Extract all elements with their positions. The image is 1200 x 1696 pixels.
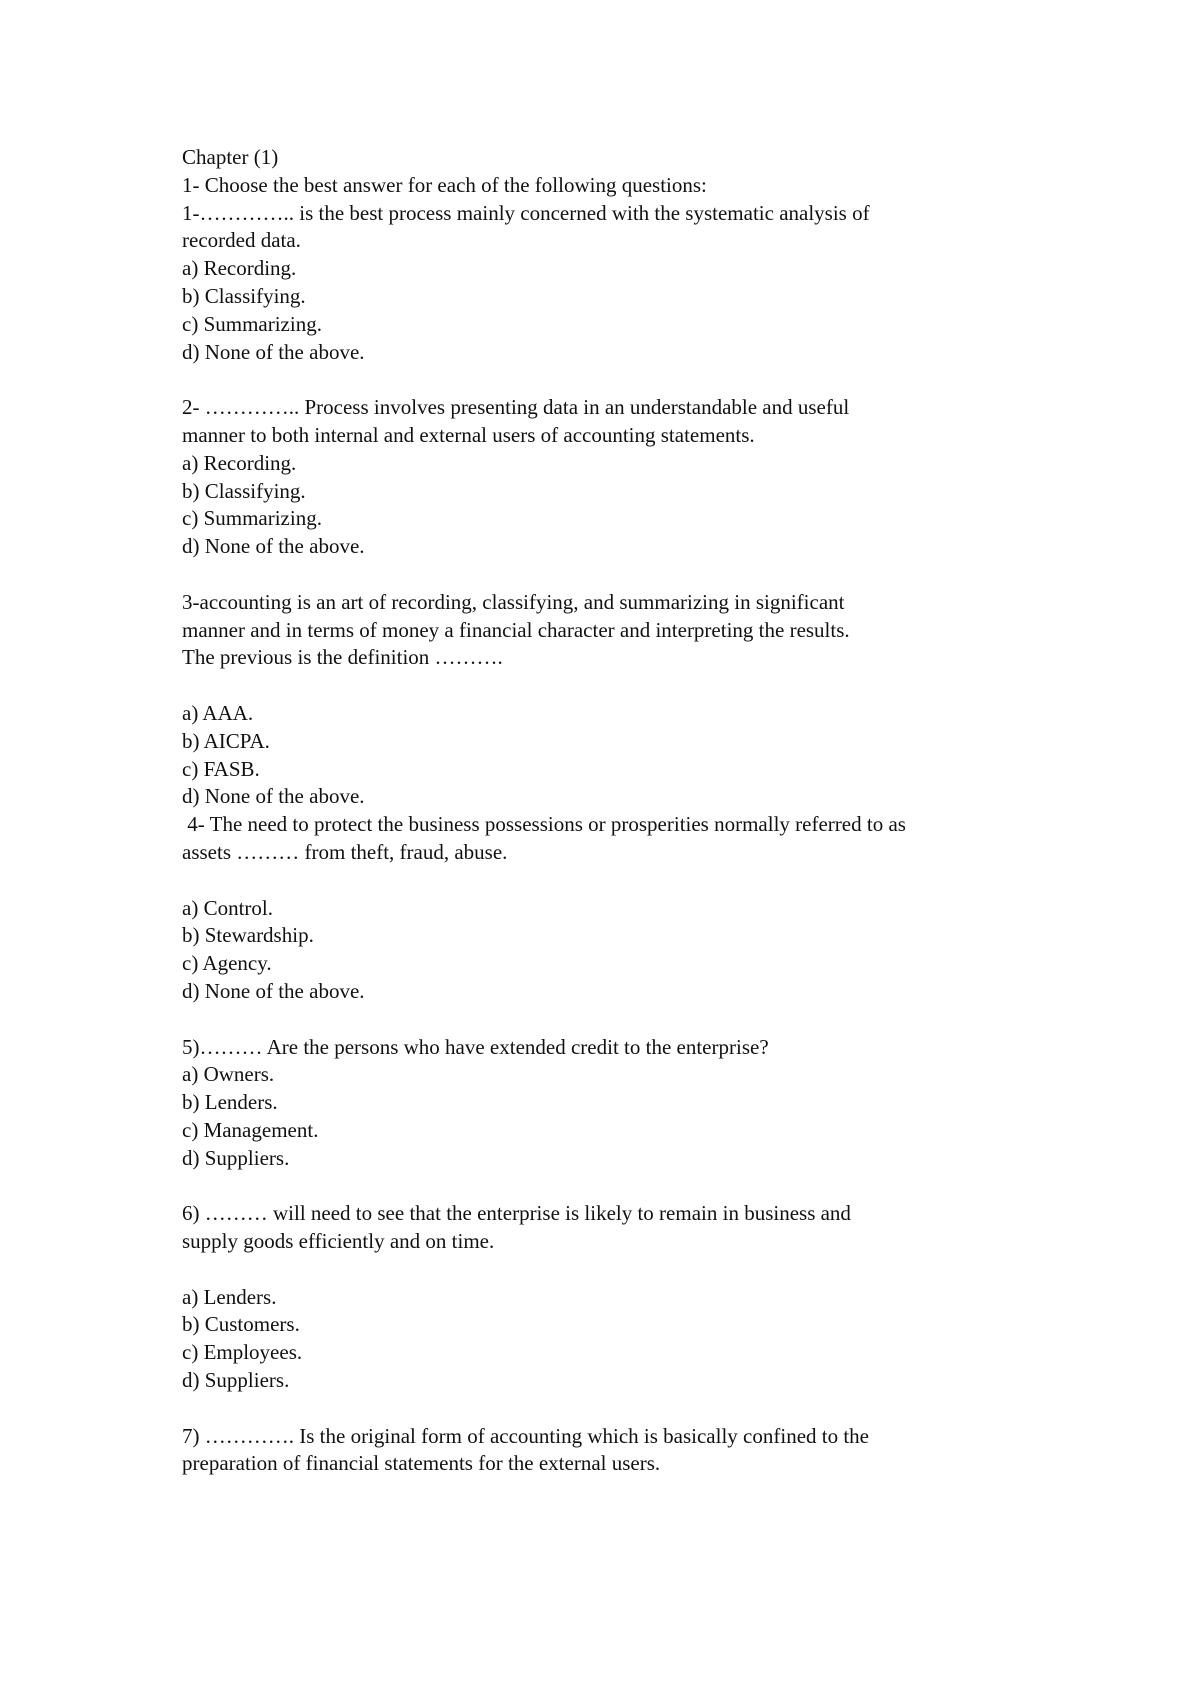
option-c: c) FASB. (182, 756, 260, 781)
option-d: d) None of the above. (182, 339, 365, 364)
option-b: b) Customers. (182, 1312, 300, 1337)
option-b: b) Lenders. (182, 1090, 278, 1115)
question-6-line-2: supply goods efficiently and on time. (182, 1229, 495, 1254)
option-b: b) AICPA. (182, 728, 270, 753)
option-b: b) Stewardship. (182, 923, 314, 948)
question-2-options (182, 450, 1062, 561)
option-d: d) None of the above. (182, 978, 365, 1003)
question-6-options (182, 1284, 1062, 1395)
instruction-text: 1- Choose the best answer for each of the following questions: (182, 172, 707, 197)
document-page (182, 144, 1062, 1478)
spacer (182, 672, 1062, 700)
question-3-options (182, 700, 1062, 811)
spacer (182, 1006, 1062, 1034)
option-c: c) Management. (182, 1117, 319, 1142)
option-a: a) Control. (182, 895, 273, 920)
question-1-line-1: 1-………….. is the best process mainly concerned with the systematic analysis of (182, 200, 870, 225)
question-2-line-2: manner to both internal and external users of accounting statements. (182, 422, 755, 447)
option-a: a) Lenders. (182, 1284, 277, 1309)
option-d: d) None of the above. (182, 784, 365, 809)
spacer (182, 1395, 1062, 1423)
question-5-line-1: 5)……… Are the persons who have extended credit to the enterprise? (182, 1034, 769, 1059)
question-7 (182, 1423, 1062, 1479)
option-a: a) Recording. (182, 450, 297, 475)
option-c: c) Employees. (182, 1340, 303, 1365)
question-1-options (182, 255, 1062, 366)
question-3 (182, 589, 1062, 811)
question-2 (182, 394, 1062, 561)
option-c: c) Summarizing. (182, 506, 322, 531)
option-b: b) Classifying. (182, 283, 306, 308)
option-c: c) Agency. (182, 951, 272, 976)
question-4 (182, 811, 1062, 1006)
question-4-line-1: 4- The need to protect the business possessions or prosperities normally referred to as (182, 812, 906, 837)
question-6-line-1: 6) ……… will need to see that the enterprise is likely to remain in business and (182, 1201, 851, 1226)
question-6 (182, 1200, 1062, 1395)
question-5 (182, 1034, 1062, 1173)
chapter-title: Chapter (1) (182, 145, 279, 169)
option-a: a) AAA. (182, 700, 254, 725)
question-1 (182, 200, 1062, 367)
question-3-line-2: manner and in terms of money a financial character and interpreting the results. (182, 617, 850, 642)
question-3-line-3: The previous is the definition ………. (182, 645, 503, 670)
option-b: b) Classifying. (182, 478, 306, 503)
question-1-line-2: recorded data. (182, 228, 301, 253)
option-d: d) Suppliers. (182, 1145, 290, 1170)
option-d: d) None of the above. (182, 534, 365, 559)
question-3-line-1: 3-accounting is an art of recording, classifying, and summarizing in significant (182, 589, 845, 614)
option-a: a) Recording. (182, 256, 297, 281)
question-4-line-2: assets ……… from theft, fraud, abuse. (182, 839, 508, 864)
option-d: d) Suppliers. (182, 1368, 290, 1393)
option-c: c) Summarizing. (182, 311, 322, 336)
spacer (182, 366, 1062, 394)
question-5-options (182, 1061, 1062, 1172)
spacer (182, 1172, 1062, 1200)
question-7-line-2: preparation of financial statements for the external users. (182, 1451, 661, 1476)
option-a: a) Owners. (182, 1062, 275, 1087)
spacer (182, 1256, 1062, 1284)
question-2-line-1: 2- ………….. Process involves presenting data in an understandable and useful (182, 395, 850, 420)
question-4-options (182, 895, 1062, 1006)
spacer (182, 867, 1062, 895)
question-7-line-1: 7) …………. Is the original form of accounting which is basically confined to the (182, 1423, 870, 1448)
spacer (182, 561, 1062, 589)
